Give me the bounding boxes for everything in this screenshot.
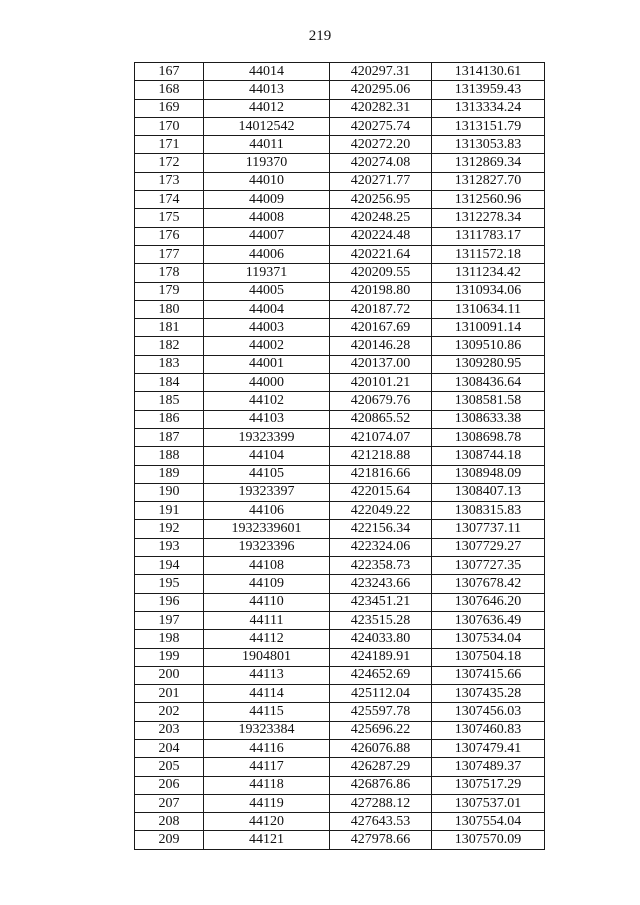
table-row (135, 520, 545, 538)
point-id-cell: 1904801 (204, 648, 330, 666)
y-coordinate-cell: 1311234.42 (432, 264, 545, 282)
y-coordinate-cell: 1308315.83 (432, 502, 545, 520)
table-row (135, 538, 545, 556)
x-coordinate-cell: 420146.28 (330, 337, 432, 355)
x-coordinate-cell: 426076.88 (330, 739, 432, 757)
row-number-cell: 192 (135, 520, 204, 538)
point-id-cell: 44012 (204, 99, 330, 117)
point-id-cell: 44002 (204, 337, 330, 355)
point-id-cell: 44008 (204, 209, 330, 227)
table-row (135, 666, 545, 684)
point-id-cell: 119370 (204, 154, 330, 172)
x-coordinate-cell: 420271.77 (330, 172, 432, 190)
x-coordinate-cell: 424189.91 (330, 648, 432, 666)
table-row (135, 447, 545, 465)
x-coordinate-cell: 420209.55 (330, 264, 432, 282)
x-coordinate-cell: 420198.80 (330, 282, 432, 300)
table-row (135, 502, 545, 520)
row-number-cell: 179 (135, 282, 204, 300)
x-coordinate-cell: 423243.66 (330, 575, 432, 593)
point-id-cell: 14012542 (204, 117, 330, 135)
x-coordinate-cell: 424033.80 (330, 630, 432, 648)
x-coordinate-cell: 421074.07 (330, 428, 432, 446)
row-number-cell: 170 (135, 117, 204, 135)
row-number-cell: 193 (135, 538, 204, 556)
table-row (135, 300, 545, 318)
table-row (135, 410, 545, 428)
row-number-cell: 185 (135, 392, 204, 410)
point-id-cell: 44013 (204, 81, 330, 99)
x-coordinate-cell: 427288.12 (330, 794, 432, 812)
y-coordinate-cell: 1312869.34 (432, 154, 545, 172)
point-id-cell: 44007 (204, 227, 330, 245)
y-coordinate-cell: 1314130.61 (432, 63, 545, 81)
x-coordinate-cell: 424652.69 (330, 666, 432, 684)
coordinates-table (134, 62, 545, 850)
table-row (135, 813, 545, 831)
point-id-cell: 44010 (204, 172, 330, 190)
row-number-cell: 209 (135, 831, 204, 849)
point-id-cell: 44114 (204, 685, 330, 703)
x-coordinate-cell: 420221.64 (330, 245, 432, 263)
row-number-cell: 168 (135, 81, 204, 99)
table-row (135, 154, 545, 172)
y-coordinate-cell: 1307678.42 (432, 575, 545, 593)
table-row (135, 703, 545, 721)
y-coordinate-cell: 1307435.28 (432, 685, 545, 703)
y-coordinate-cell: 1309510.86 (432, 337, 545, 355)
row-number-cell: 199 (135, 648, 204, 666)
point-id-cell: 44117 (204, 758, 330, 776)
point-id-cell: 44112 (204, 630, 330, 648)
point-id-cell: 44118 (204, 776, 330, 794)
row-number-cell: 184 (135, 374, 204, 392)
table-row (135, 227, 545, 245)
row-number-cell: 182 (135, 337, 204, 355)
row-number-cell: 197 (135, 611, 204, 629)
table-row (135, 374, 545, 392)
row-number-cell: 206 (135, 776, 204, 794)
table-row (135, 593, 545, 611)
row-number-cell: 176 (135, 227, 204, 245)
point-id-cell: 44109 (204, 575, 330, 593)
table-row (135, 282, 545, 300)
y-coordinate-cell: 1310934.06 (432, 282, 545, 300)
point-id-cell: 44115 (204, 703, 330, 721)
point-id-cell: 44103 (204, 410, 330, 428)
x-coordinate-cell: 420224.48 (330, 227, 432, 245)
table-row (135, 209, 545, 227)
row-number-cell: 181 (135, 319, 204, 337)
x-coordinate-cell: 420679.76 (330, 392, 432, 410)
row-number-cell: 196 (135, 593, 204, 611)
x-coordinate-cell: 422358.73 (330, 557, 432, 575)
point-id-cell: 44120 (204, 813, 330, 831)
y-coordinate-cell: 1308633.38 (432, 410, 545, 428)
x-coordinate-cell: 420248.25 (330, 209, 432, 227)
point-id-cell: 19323384 (204, 721, 330, 739)
y-coordinate-cell: 1313334.24 (432, 99, 545, 117)
point-id-cell: 19323399 (204, 428, 330, 446)
y-coordinate-cell: 1308698.78 (432, 428, 545, 446)
row-number-cell: 201 (135, 685, 204, 703)
x-coordinate-cell: 422156.34 (330, 520, 432, 538)
table-row (135, 575, 545, 593)
table-row (135, 685, 545, 703)
y-coordinate-cell: 1307570.09 (432, 831, 545, 849)
row-number-cell: 208 (135, 813, 204, 831)
x-coordinate-cell: 427978.66 (330, 831, 432, 849)
y-coordinate-cell: 1313151.79 (432, 117, 545, 135)
y-coordinate-cell: 1307646.20 (432, 593, 545, 611)
y-coordinate-cell: 1307456.03 (432, 703, 545, 721)
x-coordinate-cell: 426287.29 (330, 758, 432, 776)
y-coordinate-cell: 1310634.11 (432, 300, 545, 318)
y-coordinate-cell: 1307460.83 (432, 721, 545, 739)
point-id-cell: 1932339601 (204, 520, 330, 538)
table-row (135, 831, 545, 849)
row-number-cell: 183 (135, 355, 204, 373)
row-number-cell: 177 (135, 245, 204, 263)
point-id-cell: 44104 (204, 447, 330, 465)
y-coordinate-cell: 1308581.58 (432, 392, 545, 410)
row-number-cell: 188 (135, 447, 204, 465)
table-row (135, 355, 545, 373)
point-id-cell: 19323396 (204, 538, 330, 556)
row-number-cell: 187 (135, 428, 204, 446)
page-number: 219 (308, 28, 332, 44)
point-id-cell: 19323397 (204, 483, 330, 501)
y-coordinate-cell: 1307415.66 (432, 666, 545, 684)
point-id-cell: 44000 (204, 374, 330, 392)
y-coordinate-cell: 1311783.17 (432, 227, 545, 245)
y-coordinate-cell: 1308407.13 (432, 483, 545, 501)
y-coordinate-cell: 1308744.18 (432, 447, 545, 465)
point-id-cell: 44116 (204, 739, 330, 757)
row-number-cell: 195 (135, 575, 204, 593)
row-number-cell: 175 (135, 209, 204, 227)
table-row (135, 483, 545, 501)
row-number-cell: 207 (135, 794, 204, 812)
y-coordinate-cell: 1311572.18 (432, 245, 545, 263)
table-row (135, 739, 545, 757)
row-number-cell: 171 (135, 136, 204, 154)
row-number-cell: 186 (135, 410, 204, 428)
x-coordinate-cell: 420275.74 (330, 117, 432, 135)
coordinates-table-container (134, 62, 545, 850)
y-coordinate-cell: 1307729.27 (432, 538, 545, 556)
x-coordinate-cell: 426876.86 (330, 776, 432, 794)
table-row (135, 465, 545, 483)
x-coordinate-cell: 420297.31 (330, 63, 432, 81)
x-coordinate-cell: 420137.00 (330, 355, 432, 373)
x-coordinate-cell: 425112.04 (330, 685, 432, 703)
table-row (135, 264, 545, 282)
row-number-cell: 198 (135, 630, 204, 648)
point-id-cell: 44113 (204, 666, 330, 684)
y-coordinate-cell: 1307737.11 (432, 520, 545, 538)
x-coordinate-cell: 420272.20 (330, 136, 432, 154)
y-coordinate-cell: 1313053.83 (432, 136, 545, 154)
point-id-cell: 44108 (204, 557, 330, 575)
point-id-cell: 44014 (204, 63, 330, 81)
table-body (135, 63, 545, 850)
y-coordinate-cell: 1307534.04 (432, 630, 545, 648)
x-coordinate-cell: 420295.06 (330, 81, 432, 99)
row-number-cell: 169 (135, 99, 204, 117)
x-coordinate-cell: 420167.69 (330, 319, 432, 337)
y-coordinate-cell: 1313959.43 (432, 81, 545, 99)
table-row (135, 245, 545, 263)
y-coordinate-cell: 1307537.01 (432, 794, 545, 812)
row-number-cell: 200 (135, 666, 204, 684)
y-coordinate-cell: 1312278.34 (432, 209, 545, 227)
x-coordinate-cell: 421816.66 (330, 465, 432, 483)
row-number-cell: 204 (135, 739, 204, 757)
row-number-cell: 190 (135, 483, 204, 501)
x-coordinate-cell: 420274.08 (330, 154, 432, 172)
point-id-cell: 44006 (204, 245, 330, 263)
row-number-cell: 180 (135, 300, 204, 318)
y-coordinate-cell: 1307489.37 (432, 758, 545, 776)
y-coordinate-cell: 1308948.09 (432, 465, 545, 483)
table-row (135, 721, 545, 739)
row-number-cell: 202 (135, 703, 204, 721)
row-number-cell: 203 (135, 721, 204, 739)
row-number-cell: 174 (135, 191, 204, 209)
y-coordinate-cell: 1307479.41 (432, 739, 545, 757)
y-coordinate-cell: 1307504.18 (432, 648, 545, 666)
table-row (135, 81, 545, 99)
point-id-cell: 44111 (204, 611, 330, 629)
x-coordinate-cell: 425597.78 (330, 703, 432, 721)
table-row (135, 611, 545, 629)
table-row (135, 337, 545, 355)
table-row (135, 648, 545, 666)
y-coordinate-cell: 1309280.95 (432, 355, 545, 373)
table-row (135, 99, 545, 117)
row-number-cell: 173 (135, 172, 204, 190)
point-id-cell: 44001 (204, 355, 330, 373)
y-coordinate-cell: 1312827.70 (432, 172, 545, 190)
row-number-cell: 205 (135, 758, 204, 776)
x-coordinate-cell: 420256.95 (330, 191, 432, 209)
point-id-cell: 44003 (204, 319, 330, 337)
point-id-cell: 44005 (204, 282, 330, 300)
x-coordinate-cell: 423451.21 (330, 593, 432, 611)
x-coordinate-cell: 420101.21 (330, 374, 432, 392)
table-row (135, 392, 545, 410)
point-id-cell: 44121 (204, 831, 330, 849)
point-id-cell: 44119 (204, 794, 330, 812)
x-coordinate-cell: 420865.52 (330, 410, 432, 428)
x-coordinate-cell: 422049.22 (330, 502, 432, 520)
row-number-cell: 178 (135, 264, 204, 282)
point-id-cell: 44004 (204, 300, 330, 318)
y-coordinate-cell: 1307727.35 (432, 557, 545, 575)
y-coordinate-cell: 1307517.29 (432, 776, 545, 794)
table-row (135, 557, 545, 575)
table-row (135, 63, 545, 81)
table-row (135, 136, 545, 154)
table-row (135, 776, 545, 794)
x-coordinate-cell: 427643.53 (330, 813, 432, 831)
table-row (135, 191, 545, 209)
point-id-cell: 119371 (204, 264, 330, 282)
point-id-cell: 44106 (204, 502, 330, 520)
x-coordinate-cell: 421218.88 (330, 447, 432, 465)
row-number-cell: 172 (135, 154, 204, 172)
table-row (135, 758, 545, 776)
y-coordinate-cell: 1308436.64 (432, 374, 545, 392)
x-coordinate-cell: 423515.28 (330, 611, 432, 629)
point-id-cell: 44011 (204, 136, 330, 154)
x-coordinate-cell: 425696.22 (330, 721, 432, 739)
x-coordinate-cell: 420282.31 (330, 99, 432, 117)
table-row (135, 794, 545, 812)
y-coordinate-cell: 1310091.14 (432, 319, 545, 337)
row-number-cell: 194 (135, 557, 204, 575)
y-coordinate-cell: 1307554.04 (432, 813, 545, 831)
table-row (135, 630, 545, 648)
y-coordinate-cell: 1312560.96 (432, 191, 545, 209)
table-row (135, 172, 545, 190)
row-number-cell: 167 (135, 63, 204, 81)
row-number-cell: 191 (135, 502, 204, 520)
point-id-cell: 44009 (204, 191, 330, 209)
row-number-cell: 189 (135, 465, 204, 483)
x-coordinate-cell: 422324.06 (330, 538, 432, 556)
x-coordinate-cell: 420187.72 (330, 300, 432, 318)
table-row (135, 319, 545, 337)
point-id-cell: 44110 (204, 593, 330, 611)
y-coordinate-cell: 1307636.49 (432, 611, 545, 629)
point-id-cell: 44102 (204, 392, 330, 410)
point-id-cell: 44105 (204, 465, 330, 483)
x-coordinate-cell: 422015.64 (330, 483, 432, 501)
table-row (135, 428, 545, 446)
table-row (135, 117, 545, 135)
